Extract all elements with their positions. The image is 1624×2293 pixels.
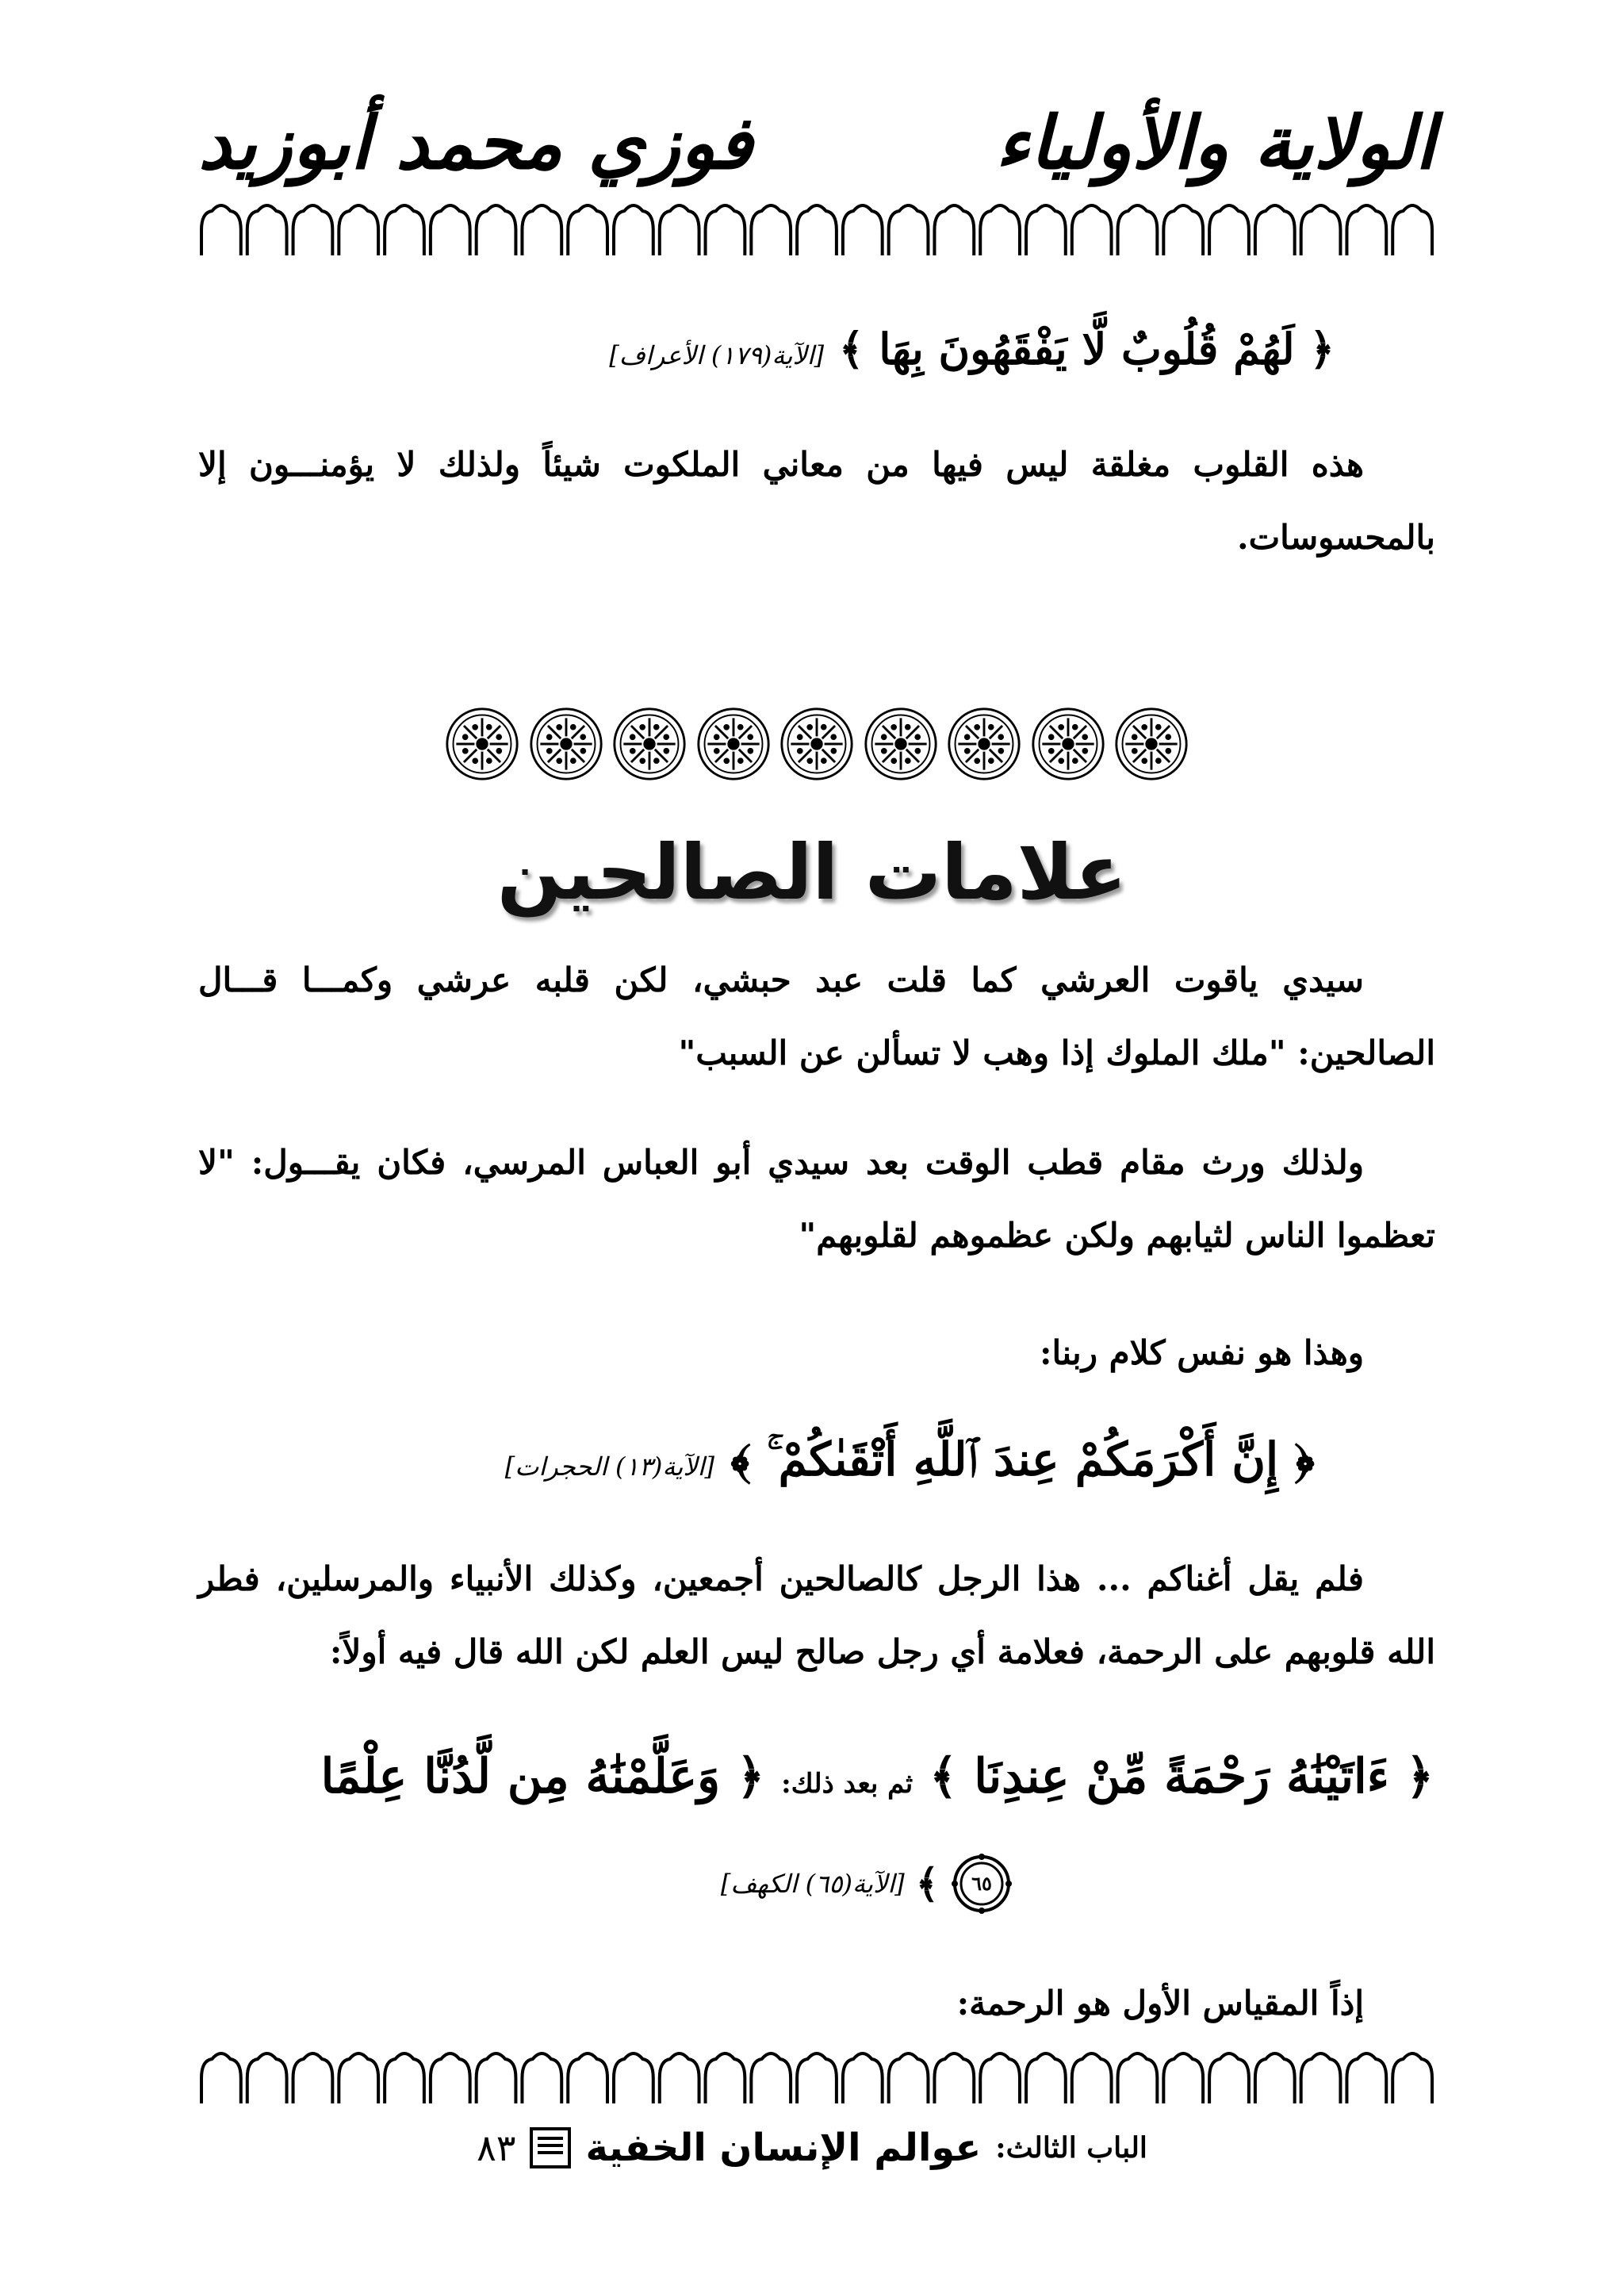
paragraph-closed-hearts: هذه القلوب مغلقة ليس فيها من معاني الملكوت شيئاً ولذلك لا يؤمنـــون إلا بالمحسوسات. [198,445,1435,557]
chapter-label: الباب الثالث: [995,2131,1147,2165]
book-icon [530,2127,571,2168]
paragraph-yaqut: سيدي ياقوت العرشي كما قلت عبد حبشي، لكن قلبه عرشي وكمـــا قـــال الصالحين: "ملك الملوك إذا وهب لا تسألن عن السبب" [198,961,1435,1072]
verse-text: وَعَلَّمْنَٰهُ مِن لَّدُنَّا عِلْمًا [320,1749,721,1804]
quran-close-bracket: ﴾ [929,1749,958,1804]
ornament-icon [1113,706,1189,782]
verse-reference: [الآية(١٧٩) الأعراف] [609,340,825,370]
verse-kahf-line-2 [721,1848,1013,1919]
bottom-arch-border [198,2046,1435,2110]
verse-text: إِنَّ أَكْرَمَكُمْ عِندَ ٱللَّهِ أَتْقَىٰكُمْ ۚ [767,1432,1279,1486]
quran-close-bracket: ﴾ [730,1432,751,1486]
book-title: الولاية والأولياء [995,100,1435,186]
ornament-icon [444,706,520,782]
ayah-number-marker [950,1852,1013,1915]
verse-text: ءَاتَيْنَٰهُ رَحْمَةً مِّنْ عِندِنَا [974,1749,1389,1804]
ornament-icon [779,706,855,782]
ornament-icon [946,706,1022,782]
verse-hujurat [505,1420,1315,1506]
author-name: فوزي محمد أبوزيد [198,100,753,186]
paragraph-lords-words: وهذا هو نفس كلام ربنا: [1040,1333,1364,1372]
paragraph-first-measure: إذاً المقياس الأول هو الرحمة: [956,1984,1364,2023]
verse-araf [609,313,1335,391]
ayah-number: ٦٥ [971,1872,992,1895]
top-arch-border [198,198,1435,262]
ornament-icon [695,706,772,782]
quran-open-bracket: ﴿ [1294,1432,1315,1486]
verse-reference: [الآية(١٣) الحجرات] [504,1451,715,1482]
ornament-icon [1030,706,1106,782]
page-footer [0,2126,1624,2170]
quran-open-bracket: ﴿ [1405,1749,1434,1804]
verse-connector: ثم بعد ذلك: [781,1768,914,1800]
verse-reference: [الآية(٦٥) الكهف] [720,1869,905,1899]
quran-close-bracket: ﴾ [915,1860,939,1907]
ornament-icon [528,706,604,782]
page-header [198,95,1435,190]
arch-border-ornament [198,2046,1435,2110]
verse-kahf-line-1 [321,1733,1434,1827]
paragraph-inheritance: ولذلك ورث مقام قطب الوقت بعد سيدي أبو العباس المرسي، فكان يقـــول: "لا تعظموا الناس لثيابهم ولكن عظموهم لقلوبهم" [198,1143,1435,1255]
ornament-divider [444,706,1189,793]
verse-text: لَهُمْ قُلُوبٌ لَّا يَفْقَهُونَ بِهَا [879,324,1295,374]
section-title: علامات الصالحين [496,828,1128,917]
arch-border-ornament [198,198,1435,262]
chapter-title: عوالم الإنسان الخفية [585,2126,982,2170]
page-number: ٨٣ [477,2126,516,2169]
quran-close-bracket: ﴾ [838,324,864,374]
quran-open-bracket: ﴿ [1309,324,1335,374]
paragraph-mercy: فلم يقل أغناكم ... هذا الرجل كالصالحين أجمعين، وكذلك الأنبياء والمرسلين، فطر الله قلوبهم على الرحمة، فعلامة أي رجل صالح ليس العلم لكن الله قال فيه أولاً: [198,1559,1435,1671]
ornament-icon [863,706,939,782]
ornament-icon [611,706,688,782]
quran-open-bracket: ﴿ [737,1749,765,1804]
